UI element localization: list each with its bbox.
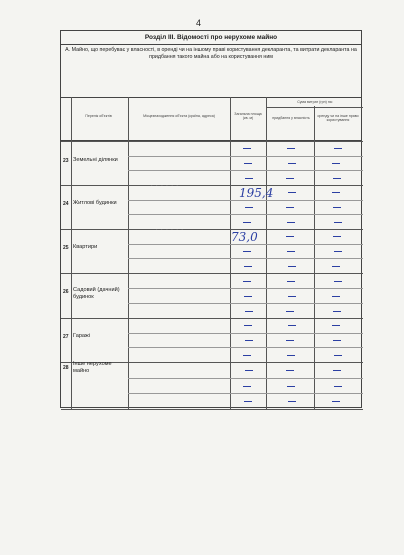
handwritten-dash — [334, 386, 342, 387]
handwritten-dash — [332, 192, 340, 193]
handwritten-dash — [243, 222, 251, 223]
handwritten-dash — [334, 251, 342, 252]
subrow-divider — [128, 214, 363, 215]
handwritten-dash — [244, 266, 252, 267]
handwritten-dash — [286, 207, 294, 208]
subrow-divider — [128, 378, 363, 379]
handwritten-dash — [244, 296, 252, 297]
row-divider — [61, 409, 363, 410]
handwritten-dash — [332, 401, 340, 402]
page-number: 4 — [196, 18, 202, 28]
handwritten-dash — [288, 266, 296, 267]
area-value: 73,0 — [231, 230, 258, 244]
row-number: 24 — [63, 201, 69, 207]
col-header-rent: оренду чи на інше право користування — [317, 114, 359, 122]
handwritten-dash — [286, 178, 294, 179]
row-number: 23 — [63, 158, 69, 164]
col-header-costs: Сума витрат (грн) на: — [297, 100, 333, 104]
handwritten-dash — [286, 370, 294, 371]
handwritten-dash — [288, 192, 296, 193]
handwritten-dash — [287, 281, 295, 282]
subrow-divider — [128, 156, 363, 157]
row-label: Житлові будинки — [73, 200, 117, 206]
handwritten-dash — [334, 355, 342, 356]
handwritten-dash — [244, 163, 252, 164]
col-header-location: Місцезнаходження об'єкта (країна, адреса) — [143, 114, 215, 118]
handwritten-dash — [333, 207, 341, 208]
handwritten-dash — [334, 222, 342, 223]
handwritten-dash — [288, 325, 296, 326]
handwritten-dash — [287, 386, 295, 387]
handwritten-dash — [243, 355, 251, 356]
handwritten-dash — [245, 207, 253, 208]
redaction-mark: · · · · · · — [156, 227, 184, 233]
handwritten-dash — [333, 178, 341, 179]
handwritten-dash — [245, 370, 253, 371]
handwritten-dash — [334, 281, 342, 282]
subrow-divider — [128, 303, 363, 304]
row-label: Інше нерухоме майно — [73, 361, 112, 374]
handwritten-dash — [332, 296, 340, 297]
row-number: 25 — [63, 245, 69, 251]
subrow-divider — [128, 170, 363, 171]
handwritten-dash — [334, 148, 342, 149]
area-value: 195,4 — [239, 186, 274, 200]
row-number: 28 — [63, 365, 69, 371]
handwritten-dash — [286, 340, 294, 341]
row-label: Квартири — [73, 244, 98, 250]
subrow-divider — [128, 333, 363, 334]
handwritten-dash — [287, 355, 295, 356]
col-header-area: Загальна площа (кв. м) — [234, 112, 262, 120]
subrow-divider — [128, 288, 363, 289]
handwritten-dash — [245, 178, 253, 179]
handwritten-dash — [288, 296, 296, 297]
row-number: 27 — [63, 334, 69, 340]
row-divider — [61, 229, 363, 230]
declaration-section-frame — [60, 30, 362, 408]
handwritten-dash — [333, 370, 341, 371]
row-divider — [61, 318, 363, 319]
handwritten-dash — [332, 325, 340, 326]
subrow-divider — [128, 258, 363, 259]
subrow-divider — [128, 347, 363, 348]
section-intro: А. Майно, що перебуває у власності, в оренді чи на іншому праві користування декларанта, та витрати декларанта на придбання такого майна або на користування ним — [65, 47, 357, 60]
table-header — [61, 97, 361, 141]
handwritten-dash — [243, 281, 251, 282]
handwritten-dash — [244, 325, 252, 326]
handwritten-dash — [332, 266, 340, 267]
handwritten-dash — [288, 401, 296, 402]
handwritten-dash — [286, 236, 294, 237]
handwritten-dash — [288, 163, 296, 164]
col-header-object: Перелік об'єктів — [85, 114, 112, 118]
handwritten-dash — [245, 311, 253, 312]
handwritten-dash — [287, 251, 295, 252]
row-divider — [61, 273, 363, 274]
handwritten-dash — [287, 222, 295, 223]
handwritten-dash — [243, 386, 251, 387]
row-label: Садовий (дачний) будинок — [73, 287, 120, 300]
handwritten-dash — [333, 311, 341, 312]
row-divider — [61, 185, 363, 186]
handwritten-dash — [333, 236, 341, 237]
row-label: Гаражі — [73, 333, 91, 339]
section-title: Розділ III. Відомості про нерухоме майно — [61, 31, 361, 45]
handwritten-dash — [243, 148, 251, 149]
handwritten-dash — [333, 340, 341, 341]
handwritten-dash — [244, 401, 252, 402]
handwritten-dash — [287, 148, 295, 149]
redaction-mark: · · · · · · — [151, 183, 179, 189]
row-number: 26 — [63, 289, 69, 295]
handwritten-dash — [243, 251, 251, 252]
row-divider — [61, 141, 363, 142]
handwritten-dash — [245, 340, 253, 341]
handwritten-dash — [286, 311, 294, 312]
row-label: Земельні ділянки — [73, 157, 118, 163]
handwritten-dash — [332, 163, 340, 164]
col-header-purchase: придбання у власність — [272, 116, 310, 120]
subrow-divider — [128, 393, 363, 394]
